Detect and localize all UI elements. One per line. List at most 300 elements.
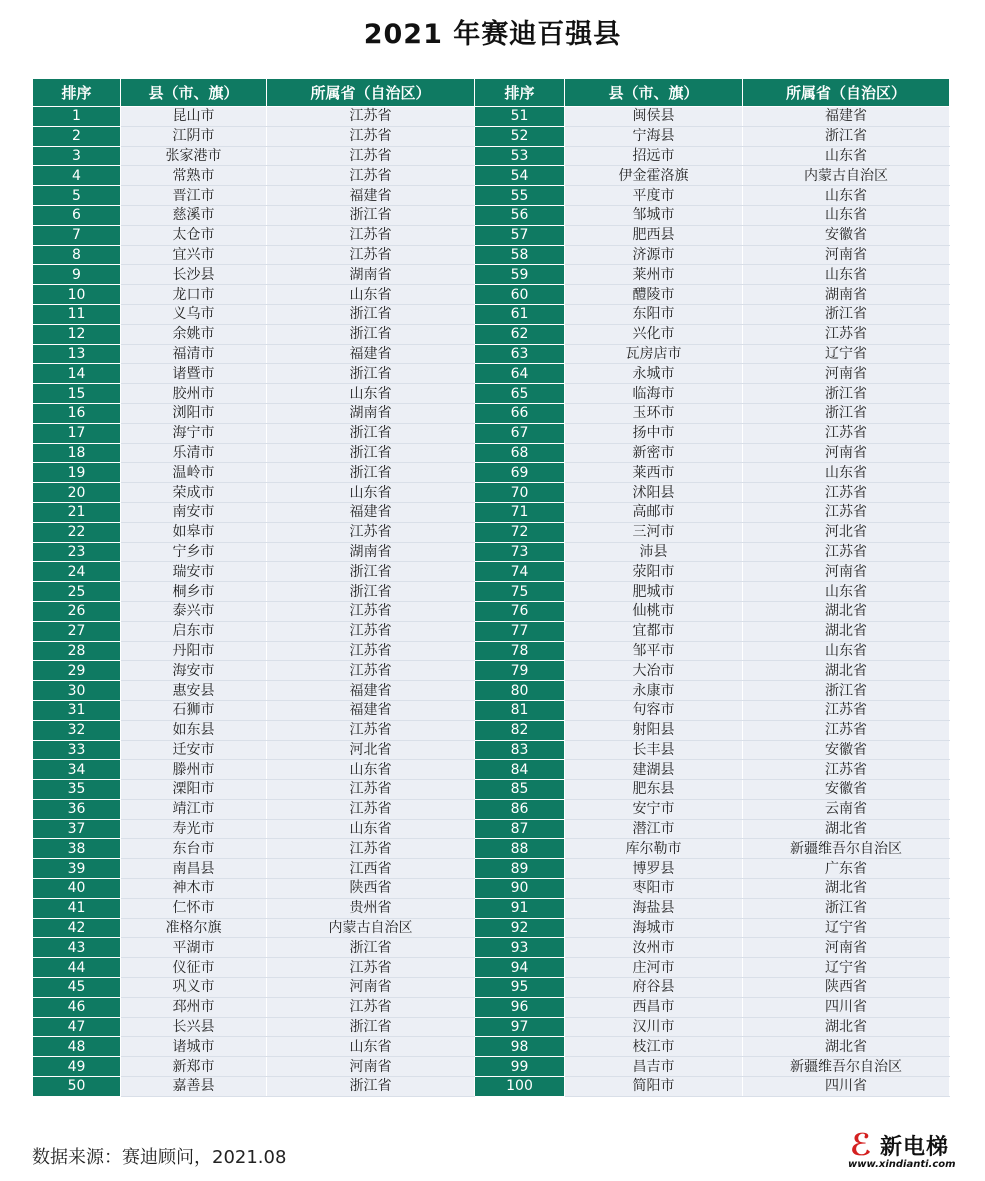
province-cell: 湖北省 [743,1017,950,1037]
rank-cell: 90 [475,879,565,899]
province-cell: 浙江省 [267,938,475,958]
rank-cell: 92 [475,918,565,938]
table-row [33,681,950,701]
province-cell: 山东省 [267,1037,475,1057]
table-row [33,740,950,760]
province-cell: 山东省 [743,205,950,225]
table-row [33,760,950,780]
province-cell: 河南省 [267,978,475,998]
rank-cell: 8 [33,245,121,265]
rank-cell: 72 [475,522,565,542]
county-cell: 肥城市 [565,582,743,602]
county-cell: 海盐县 [565,898,743,918]
table-body [33,107,950,1097]
county-cell: 余姚市 [121,324,267,344]
province-cell: 江苏省 [267,621,475,641]
rank-cell: 53 [475,146,565,166]
province-cell: 新疆维吾尔自治区 [743,839,950,859]
rank-cell: 98 [475,1037,565,1057]
county-cell: 建湖县 [565,760,743,780]
table-row [33,384,950,404]
province-cell: 河南省 [743,938,950,958]
county-cell: 招远市 [565,146,743,166]
province-cell: 浙江省 [267,562,475,582]
province-cell: 山东省 [743,582,950,602]
province-cell: 山东省 [743,186,950,206]
county-cell: 高邮市 [565,502,743,522]
province-cell: 辽宁省 [743,958,950,978]
county-cell: 沛县 [565,542,743,562]
county-cell: 枣阳市 [565,879,743,899]
county-cell: 宁乡市 [121,542,267,562]
rank-cell: 44 [33,958,121,978]
rank-cell: 58 [475,245,565,265]
province-cell: 浙江省 [267,1017,475,1037]
rank-cell: 51 [475,107,565,127]
province-cell: 江苏省 [743,760,950,780]
province-cell: 江苏省 [267,958,475,978]
county-cell: 三河市 [565,522,743,542]
province-cell: 四川省 [743,997,950,1017]
province-cell: 福建省 [267,344,475,364]
table-row [33,126,950,146]
table-row [33,542,950,562]
county-cell: 仪征市 [121,958,267,978]
table-row [33,265,950,285]
province-cell: 江西省 [267,859,475,879]
table-row [33,958,950,978]
province-cell: 江苏省 [267,997,475,1017]
rank-cell: 80 [475,681,565,701]
province-cell: 陕西省 [267,879,475,899]
rank-cell: 71 [475,502,565,522]
rank-cell: 74 [475,562,565,582]
rank-cell: 88 [475,839,565,859]
province-cell: 湖南省 [267,542,475,562]
rank-cell: 13 [33,344,121,364]
table-row [33,641,950,661]
table-row [33,186,950,206]
province-cell: 湖北省 [743,819,950,839]
table-row [33,364,950,384]
table-row [33,918,950,938]
province-cell: 湖北省 [743,879,950,899]
county-cell: 邹城市 [565,205,743,225]
table-row [33,819,950,839]
table-row [33,700,950,720]
province-cell: 河南省 [267,1057,475,1077]
rank-cell: 66 [475,403,565,423]
rank-cell: 55 [475,186,565,206]
province-cell: 浙江省 [743,403,950,423]
rank-cell: 59 [475,265,565,285]
page-title: 2021 年赛迪百强县 [363,19,622,50]
county-cell: 寿光市 [121,819,267,839]
province-cell: 江苏省 [743,700,950,720]
county-cell: 泰兴市 [121,601,267,621]
table-row [33,107,950,127]
county-cell: 丹阳市 [121,641,267,661]
table-row [33,1077,950,1097]
county-cell: 浏阳市 [121,403,267,423]
rank-cell: 1 [33,107,121,127]
province-cell: 江苏省 [267,225,475,245]
province-cell: 广东省 [743,859,950,879]
province-cell: 浙江省 [267,582,475,602]
county-cell: 邹平市 [565,641,743,661]
data-source-note: 数据来源：赛迪顾问，2021.08 [32,1147,287,1168]
table-row [33,403,950,423]
county-cell: 闽侯县 [565,107,743,127]
table-row [33,304,950,324]
county-cell: 济源市 [565,245,743,265]
rank-cell: 36 [33,799,121,819]
county-cell: 临海市 [565,384,743,404]
county-cell: 枝江市 [565,1037,743,1057]
rank-cell: 7 [33,225,121,245]
rank-cell: 24 [33,562,121,582]
county-cell: 瑞安市 [121,562,267,582]
table-row [33,463,950,483]
county-cell: 句容市 [565,700,743,720]
county-cell: 太仓市 [121,225,267,245]
province-cell: 河南省 [743,562,950,582]
county-cell: 宁海县 [565,126,743,146]
rank-cell: 39 [33,859,121,879]
table-row [33,285,950,305]
province-cell: 江苏省 [743,542,950,562]
rank-cell: 18 [33,443,121,463]
county-cell: 惠安县 [121,681,267,701]
rank-cell: 75 [475,582,565,602]
province-cell: 山东省 [743,146,950,166]
province-cell: 湖南省 [267,403,475,423]
county-cell: 靖江市 [121,799,267,819]
province-cell: 江苏省 [267,641,475,661]
county-cell: 瓦房店市 [565,344,743,364]
header-province: 所属省（自治区） [267,79,475,107]
province-cell: 福建省 [267,700,475,720]
table-row [33,879,950,899]
rank-cell: 81 [475,700,565,720]
county-cell: 玉环市 [565,403,743,423]
rank-cell: 52 [475,126,565,146]
county-cell: 准格尔旗 [121,918,267,938]
county-cell: 仙桃市 [565,601,743,621]
rank-cell: 67 [475,423,565,443]
province-cell: 江苏省 [267,166,475,186]
header-rank: 排序 [33,79,121,107]
rank-cell: 2 [33,126,121,146]
rank-cell: 63 [475,344,565,364]
county-cell: 张家港市 [121,146,267,166]
logo-icon: ℰ [850,1128,872,1163]
county-cell: 嘉善县 [121,1077,267,1097]
province-cell: 江苏省 [267,146,475,166]
province-cell: 江苏省 [267,661,475,681]
rank-cell: 34 [33,760,121,780]
rank-cell: 91 [475,898,565,918]
province-cell: 山东省 [743,641,950,661]
province-cell: 江苏省 [267,126,475,146]
province-cell: 浙江省 [267,443,475,463]
province-cell: 江苏省 [267,799,475,819]
table-row [33,205,950,225]
province-cell: 福建省 [743,107,950,127]
county-cell: 海宁市 [121,423,267,443]
county-cell: 义乌市 [121,304,267,324]
rank-cell: 54 [475,166,565,186]
province-cell: 河南省 [743,245,950,265]
province-cell: 福建省 [267,502,475,522]
county-cell: 慈溪市 [121,205,267,225]
county-cell: 启东市 [121,621,267,641]
rank-cell: 32 [33,720,121,740]
province-cell: 山东省 [267,483,475,503]
province-cell: 浙江省 [267,1077,475,1097]
county-cell: 南昌县 [121,859,267,879]
rank-cell: 82 [475,720,565,740]
table-row [33,582,950,602]
province-cell: 河南省 [743,443,950,463]
province-cell: 江苏省 [743,423,950,443]
rank-cell: 87 [475,819,565,839]
rank-cell: 29 [33,661,121,681]
table-row [33,898,950,918]
rank-cell: 12 [33,324,121,344]
rank-cell: 95 [475,978,565,998]
county-cell: 海安市 [121,661,267,681]
province-cell: 安徽省 [743,780,950,800]
rank-cell: 27 [33,621,121,641]
rank-cell: 57 [475,225,565,245]
county-cell: 宜兴市 [121,245,267,265]
county-cell: 常熟市 [121,166,267,186]
county-cell: 汝州市 [565,938,743,958]
province-cell: 安徽省 [743,225,950,245]
rank-cell: 31 [33,700,121,720]
rank-cell: 60 [475,285,565,305]
table-row [33,166,950,186]
province-cell: 贵州省 [267,898,475,918]
rank-cell: 15 [33,384,121,404]
province-cell: 江苏省 [267,839,475,859]
table-row [33,146,950,166]
county-cell: 诸暨市 [121,364,267,384]
rank-cell: 86 [475,799,565,819]
rank-cell: 41 [33,898,121,918]
county-cell: 溧阳市 [121,780,267,800]
county-cell: 安宁市 [565,799,743,819]
table-row [33,1057,950,1077]
county-cell: 庄河市 [565,958,743,978]
table-row [33,839,950,859]
county-cell: 胶州市 [121,384,267,404]
rank-cell: 56 [475,205,565,225]
province-cell: 浙江省 [743,898,950,918]
rank-cell: 62 [475,324,565,344]
county-cell: 莱西市 [565,463,743,483]
county-cell: 荣成市 [121,483,267,503]
province-cell: 浙江省 [743,304,950,324]
county-cell: 肥东县 [565,780,743,800]
county-cell: 扬中市 [565,423,743,443]
table-row [33,522,950,542]
rank-cell: 37 [33,819,121,839]
table-row [33,344,950,364]
rank-cell: 49 [33,1057,121,1077]
county-cell: 西昌市 [565,997,743,1017]
county-cell: 如皋市 [121,522,267,542]
rank-cell: 46 [33,997,121,1017]
rank-cell: 30 [33,681,121,701]
county-cell: 东阳市 [565,304,743,324]
province-cell: 江苏省 [743,502,950,522]
province-cell: 内蒙古自治区 [267,918,475,938]
logo-name: 新电梯 [880,1135,950,1160]
province-cell: 山东省 [267,760,475,780]
rank-cell: 70 [475,483,565,503]
province-cell: 四川省 [743,1077,950,1097]
county-cell: 长兴县 [121,1017,267,1037]
county-cell: 滕州市 [121,760,267,780]
county-cell: 新密市 [565,443,743,463]
province-cell: 浙江省 [267,364,475,384]
rank-cell: 85 [475,780,565,800]
province-cell: 浙江省 [267,463,475,483]
province-cell: 辽宁省 [743,918,950,938]
province-cell: 江苏省 [267,245,475,265]
province-cell: 山东省 [743,463,950,483]
province-cell: 新疆维吾尔自治区 [743,1057,950,1077]
province-cell: 辽宁省 [743,344,950,364]
rank-cell: 9 [33,265,121,285]
county-cell: 巩义市 [121,978,267,998]
header-rank: 排序 [475,79,565,107]
rank-cell: 47 [33,1017,121,1037]
rank-cell: 76 [475,601,565,621]
province-cell: 浙江省 [267,324,475,344]
rank-cell: 23 [33,542,121,562]
province-cell: 江苏省 [267,107,475,127]
county-cell: 库尔勒市 [565,839,743,859]
table-row [33,423,950,443]
county-cell: 永城市 [565,364,743,384]
rank-cell: 19 [33,463,121,483]
province-cell: 浙江省 [267,304,475,324]
ranking-table [32,78,950,1097]
county-cell: 诸城市 [121,1037,267,1057]
table-row [33,324,950,344]
county-cell: 肥西县 [565,225,743,245]
rank-cell: 40 [33,879,121,899]
table-row [33,502,950,522]
county-cell: 平湖市 [121,938,267,958]
province-cell: 河南省 [743,364,950,384]
county-cell: 昆山市 [121,107,267,127]
rank-cell: 11 [33,304,121,324]
province-cell: 云南省 [743,799,950,819]
province-cell: 内蒙古自治区 [743,166,950,186]
province-cell: 浙江省 [743,681,950,701]
province-cell: 河北省 [743,522,950,542]
table-row [33,780,950,800]
province-cell: 浙江省 [743,384,950,404]
header-province: 所属省（自治区） [743,79,950,107]
county-cell: 射阳县 [565,720,743,740]
province-cell: 陕西省 [743,978,950,998]
table-row [33,938,950,958]
table-row [33,859,950,879]
county-cell: 大冶市 [565,661,743,681]
rank-cell: 42 [33,918,121,938]
province-cell: 湖南省 [267,265,475,285]
province-cell: 山东省 [267,285,475,305]
table-row [33,601,950,621]
table-row [33,978,950,998]
county-cell: 迁安市 [121,740,267,760]
table-row [33,1017,950,1037]
rank-cell: 94 [475,958,565,978]
table-row [33,997,950,1017]
site-logo [846,1128,976,1174]
rank-cell: 10 [33,285,121,305]
rank-cell: 5 [33,186,121,206]
county-cell: 仁怀市 [121,898,267,918]
county-cell: 南安市 [121,502,267,522]
rank-cell: 97 [475,1017,565,1037]
county-cell: 永康市 [565,681,743,701]
county-cell: 昌吉市 [565,1057,743,1077]
rank-cell: 64 [475,364,565,384]
province-cell: 江苏省 [743,483,950,503]
county-cell: 荥阳市 [565,562,743,582]
county-cell: 平度市 [565,186,743,206]
rank-cell: 99 [475,1057,565,1077]
county-cell: 宜都市 [565,621,743,641]
county-cell: 汉川市 [565,1017,743,1037]
rank-cell: 43 [33,938,121,958]
table-row [33,661,950,681]
rank-cell: 3 [33,146,121,166]
rank-cell: 65 [475,384,565,404]
rank-cell: 38 [33,839,121,859]
table-row [33,245,950,265]
province-cell: 湖南省 [743,285,950,305]
table-row [33,443,950,463]
county-cell: 海城市 [565,918,743,938]
rank-cell: 6 [33,205,121,225]
table-header-row [33,79,950,107]
rank-cell: 22 [33,522,121,542]
rank-cell: 28 [33,641,121,661]
county-cell: 博罗县 [565,859,743,879]
rank-cell: 78 [475,641,565,661]
province-cell: 山东省 [267,384,475,404]
province-cell: 福建省 [267,681,475,701]
county-cell: 长沙县 [121,265,267,285]
county-cell: 乐清市 [121,443,267,463]
province-cell: 江苏省 [743,720,950,740]
county-cell: 温岭市 [121,463,267,483]
header-county: 县（市、旗） [121,79,267,107]
rank-cell: 77 [475,621,565,641]
header-county: 县（市、旗） [565,79,743,107]
county-cell: 潜江市 [565,819,743,839]
province-cell: 山东省 [743,265,950,285]
province-cell: 安徽省 [743,740,950,760]
rank-cell: 25 [33,582,121,602]
